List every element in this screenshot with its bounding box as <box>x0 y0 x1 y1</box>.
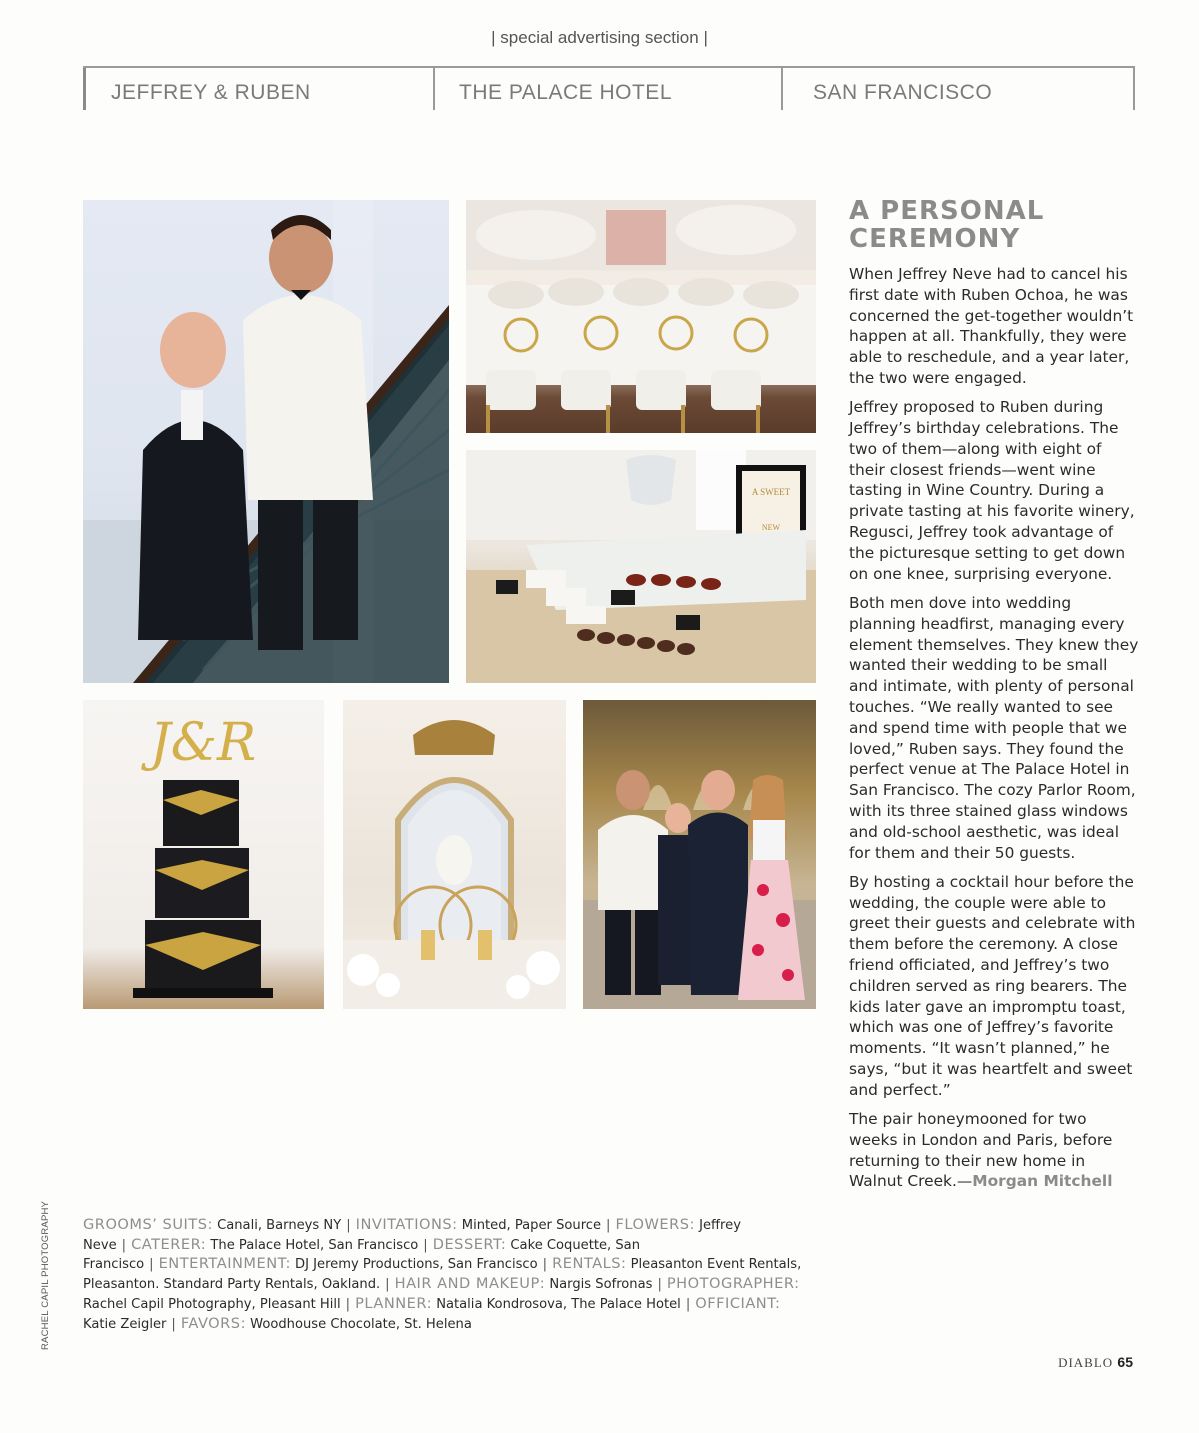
photo-table-setting <box>466 200 816 433</box>
credit-value: Katie Zeigler <box>83 1316 167 1332</box>
credit-label: GROOMS’ SUITS: <box>83 1216 213 1233</box>
article-last-paragraph <box>849 1109 1139 1192</box>
article-paragraph: When Jeffrey Neve had to cancel his first date with Ruben Ochoa, he was concerned the get-together wouldn’t happen at all. Thankfully, they were able to reschedule, and a year later, the two were engaged. <box>849 265 1134 387</box>
credit-label: HAIR AND MAKEUP: <box>394 1275 546 1293</box>
cake-topper-text: J&R <box>149 713 257 773</box>
article-paragraph: Jeffrey proposed to Ruben during Jeffrey’s birthday celebrations. The two of them—along with eight of their closest friends—went wine tasting in Wine Country. During a private tasting at his favorite winery, Regusci, Jeffrey took advantage of the picturesque setting to get down on one knee, surprising everyone. <box>849 398 1135 583</box>
credit-value: Nargis Sofronas <box>549 1277 653 1293</box>
credit-label: INVITATIONS: <box>355 1216 458 1233</box>
credit-value: Natalia Kondrosova, The Palace Hotel <box>436 1296 681 1312</box>
photo-dessert-table <box>466 450 816 683</box>
credit-separator: | <box>149 1257 154 1273</box>
photo-couple-staircase <box>83 200 449 683</box>
credit-value: Pleasanton Event Rentals, Pleasanton. Standard Party Rentals, Oakland. <box>83 1257 802 1293</box>
credit-separator: | <box>423 1237 428 1253</box>
credit-separator: | <box>657 1277 662 1293</box>
svg-text:NEW: NEW <box>761 523 781 532</box>
credit-label: PHOTOGRAPHER: <box>666 1275 800 1293</box>
credit-value: Woodhouse Chocolate, St. Helena <box>250 1316 472 1332</box>
credit-label: DESSERT: <box>432 1235 507 1253</box>
credit-label: PLANNER: <box>355 1294 433 1312</box>
header-tab-venue: THE PALACE HOTEL <box>433 68 781 110</box>
photo-wedding-cake <box>83 700 324 1009</box>
header-tab-city: SAN FRANCISCO <box>781 68 1135 110</box>
header-bar <box>83 66 1135 110</box>
author-byline: —Morgan Mitchell <box>956 1172 1113 1191</box>
magazine-name: DIABLO <box>1058 1355 1114 1370</box>
credit-label: OFFICIANT: <box>695 1294 781 1312</box>
vendor-credits <box>83 1216 803 1334</box>
credit-value: Jeffrey Neve <box>83 1218 741 1253</box>
credit-value: Minted, Paper Source <box>461 1218 602 1233</box>
credit-separator: | <box>606 1218 611 1233</box>
credit-separator: | <box>685 1296 691 1312</box>
credit-value: Rachel Capil Photography, Pleasant Hill <box>83 1296 341 1312</box>
article-paragraph: By hosting a cocktail hour before the wedding, the couple were able to greet their guests and celebrate with them before the ceremony. A close friend officiated, and Jeffrey’s two children served as ring bearers. The kids later gave an impromptu toast, which was one of Jeffrey’s favorite moments. “It wasn’t planned,” he says, “but it was heartfelt and sweet and perfect.” <box>849 872 1136 1099</box>
photo-credit: RACHEL CAPIL PHOTOGRAPHY <box>40 1200 51 1350</box>
credit-label: CATERER: <box>131 1235 207 1253</box>
credit-label: FLOWERS: <box>615 1216 695 1233</box>
article-body <box>849 264 1139 1201</box>
credit-separator: | <box>345 1296 351 1312</box>
page-number: 65 <box>1117 1354 1133 1370</box>
article-paragraph: Both men dove into wedding planning headfirst, managing every element themselves. They knew they wanted their wedding to be small and intimate, with plenty of personal touches. “We really wanted to see and spend time with people that we loved,” Ruben says. They found the perfect venue at The Palace Hotel in San Francisco. The cozy Parlor Room, with its three stained glass windows and old-school aesthetic, was ideal for them and their 50 guests. <box>849 593 1139 862</box>
credit-separator: | <box>121 1237 127 1253</box>
photo-family-portrait <box>583 700 816 1009</box>
welcome-sign-text: A SWEET <box>751 487 791 497</box>
header-tab-couple: JEFFREY & RUBEN <box>83 68 433 110</box>
credit-label: FAVORS: <box>180 1314 246 1332</box>
credit-label: RENTALS: <box>552 1255 627 1273</box>
credit-value: The Palace Hotel, San Francisco <box>210 1237 419 1253</box>
section-label: | special advertising section | <box>491 28 708 47</box>
article-paragraph-text: The pair honeymooned for two weeks in London and Paris, before returning to their new home in Walnut Creek. <box>849 1110 1113 1191</box>
credit-label: ENTERTAINMENT: <box>158 1255 291 1273</box>
credit-separator: | <box>385 1277 390 1293</box>
credit-value: Canali, Barneys NY <box>217 1218 342 1233</box>
credit-separator: | <box>346 1218 351 1233</box>
credit-separator: | <box>171 1316 176 1332</box>
article-title: A PERSONAL CEREMONY <box>849 196 1045 254</box>
credit-value: Cake Coquette, San Francisco <box>83 1237 641 1273</box>
page-folio <box>1058 1354 1133 1371</box>
credit-separator: | <box>542 1257 548 1273</box>
credit-value: DJ Jeremy Productions, San Francisco <box>295 1257 538 1273</box>
photo-mirror-decor <box>343 700 566 1009</box>
